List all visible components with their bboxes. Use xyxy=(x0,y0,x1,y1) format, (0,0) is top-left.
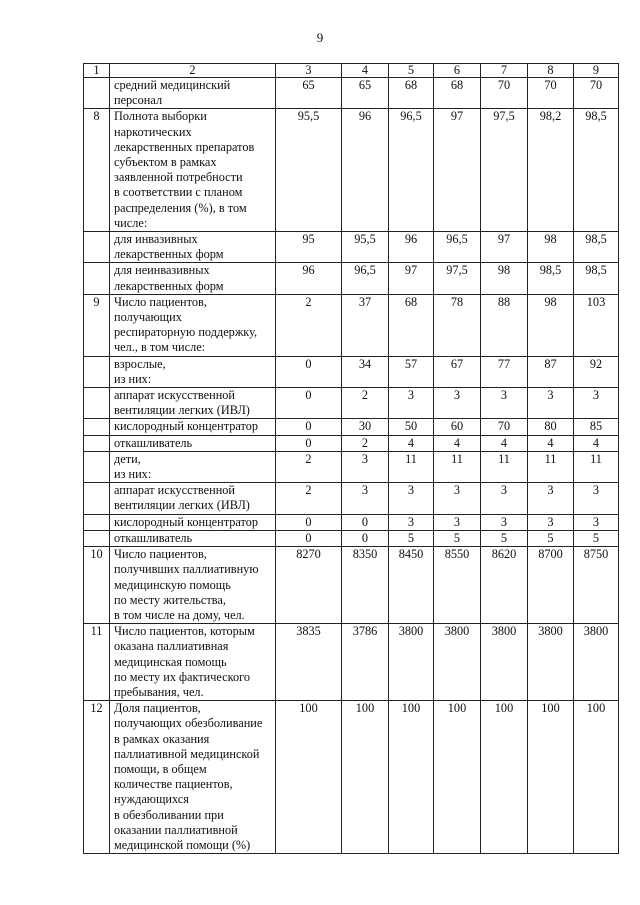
indicator-value: 88 xyxy=(481,294,528,356)
row-number: 8 xyxy=(84,109,110,232)
indicator-value: 0 xyxy=(342,514,389,530)
indicator-label: Полнота выборки наркотических лекарственных препаратов субъектом в рамках заявленной потребности в соответствии с планом распределения (%), в том числе: xyxy=(110,109,276,232)
indicator-label: Число пациентов, которым оказана паллиативная медицинская помощь по месту их фактического пребывания, чел. xyxy=(110,624,276,701)
indicator-value: 3 xyxy=(528,514,574,530)
indicator-value: 8700 xyxy=(528,547,574,624)
indicator-value: 11 xyxy=(528,451,574,482)
indicator-value: 100 xyxy=(342,701,389,854)
indicator-value: 96,5 xyxy=(434,232,481,263)
indicator-value: 3 xyxy=(528,388,574,419)
table-row xyxy=(84,388,619,419)
indicator-label: аппарат искусственной вентиляции легких (ИВЛ) xyxy=(110,388,276,419)
column-header: 5 xyxy=(389,64,434,78)
indicator-value: 5 xyxy=(574,530,619,546)
indicator-value: 3835 xyxy=(276,624,342,701)
table-row xyxy=(84,78,619,109)
indicator-value: 65 xyxy=(276,78,342,109)
table-row xyxy=(84,109,619,232)
indicator-value: 57 xyxy=(389,356,434,387)
indicator-value: 3 xyxy=(389,483,434,514)
row-number xyxy=(84,483,110,514)
table-row xyxy=(84,530,619,546)
table-row xyxy=(84,451,619,482)
indicator-value: 5 xyxy=(481,530,528,546)
indicator-value: 100 xyxy=(434,701,481,854)
indicator-value: 34 xyxy=(342,356,389,387)
indicator-value: 30 xyxy=(342,419,389,435)
indicator-value: 3 xyxy=(434,483,481,514)
indicator-label: откашливатель xyxy=(110,435,276,451)
row-number xyxy=(84,419,110,435)
row-number: 11 xyxy=(84,624,110,701)
indicator-value: 97,5 xyxy=(434,263,481,294)
indicator-value: 3800 xyxy=(434,624,481,701)
indicator-label: аппарат искусственной вентиляции легких (ИВЛ) xyxy=(110,483,276,514)
indicator-value: 3800 xyxy=(389,624,434,701)
indicator-value: 0 xyxy=(276,419,342,435)
indicator-label: взрослые, из них: xyxy=(110,356,276,387)
indicator-value: 98,5 xyxy=(574,232,619,263)
row-number xyxy=(84,435,110,451)
indicator-value: 92 xyxy=(574,356,619,387)
indicator-value: 68 xyxy=(389,78,434,109)
row-number xyxy=(84,78,110,109)
indicator-value: 60 xyxy=(434,419,481,435)
indicator-value: 2 xyxy=(276,451,342,482)
table-row xyxy=(84,483,619,514)
table-row xyxy=(84,294,619,356)
indicator-value: 2 xyxy=(342,435,389,451)
indicator-value: 3 xyxy=(481,388,528,419)
indicator-value: 3 xyxy=(481,483,528,514)
indicator-value: 96 xyxy=(342,109,389,232)
indicator-value: 5 xyxy=(528,530,574,546)
indicator-value: 100 xyxy=(574,701,619,854)
indicator-label: Доля пациентов, получающих обезболивание в рамках оказания паллиативной медицинской помощи, в общем количестве пациентов, нуждающихся в обезболивании при оказании паллиативной медицинской помощи (%) xyxy=(110,701,276,854)
indicator-value: 97,5 xyxy=(481,109,528,232)
indicator-value: 3 xyxy=(574,388,619,419)
indicator-value: 100 xyxy=(481,701,528,854)
table-row xyxy=(84,419,619,435)
indicator-value: 87 xyxy=(528,356,574,387)
table-row xyxy=(84,263,619,294)
indicator-label: средний медицинский персонал xyxy=(110,78,276,109)
page-number: 9 xyxy=(316,30,324,45)
row-number: 9 xyxy=(84,294,110,356)
row-number xyxy=(84,451,110,482)
indicator-value: 3800 xyxy=(481,624,528,701)
table-row xyxy=(84,701,619,854)
indicator-value: 100 xyxy=(276,701,342,854)
indicator-value: 98,5 xyxy=(574,109,619,232)
indicator-value: 95,5 xyxy=(342,232,389,263)
indicator-value: 8620 xyxy=(481,547,528,624)
indicator-value: 4 xyxy=(389,435,434,451)
indicator-value: 3 xyxy=(342,451,389,482)
indicator-label: кислородный концентратор xyxy=(110,514,276,530)
indicator-value: 85 xyxy=(574,419,619,435)
row-number xyxy=(84,263,110,294)
row-number: 10 xyxy=(84,547,110,624)
indicator-value: 0 xyxy=(276,388,342,419)
row-number xyxy=(84,388,110,419)
table-row xyxy=(84,356,619,387)
column-header: 4 xyxy=(342,64,389,78)
indicator-value: 98,5 xyxy=(574,263,619,294)
indicator-value: 8750 xyxy=(574,547,619,624)
indicator-value: 3 xyxy=(574,483,619,514)
indicator-value: 0 xyxy=(276,435,342,451)
table-header-row xyxy=(84,64,619,78)
table-row xyxy=(84,435,619,451)
indicator-value: 98,2 xyxy=(528,109,574,232)
indicator-value: 3 xyxy=(481,514,528,530)
indicator-value: 80 xyxy=(528,419,574,435)
indicator-value: 95 xyxy=(276,232,342,263)
indicator-value: 2 xyxy=(276,483,342,514)
indicator-value: 97 xyxy=(434,109,481,232)
indicator-value: 70 xyxy=(481,419,528,435)
indicator-value: 65 xyxy=(342,78,389,109)
indicator-value: 98 xyxy=(528,294,574,356)
indicator-value: 3 xyxy=(434,388,481,419)
column-header: 1 xyxy=(84,64,110,78)
indicator-value: 2 xyxy=(342,388,389,419)
row-number xyxy=(84,232,110,263)
indicator-value: 37 xyxy=(342,294,389,356)
indicator-value: 4 xyxy=(434,435,481,451)
indicator-value: 8550 xyxy=(434,547,481,624)
indicator-value: 0 xyxy=(342,530,389,546)
column-header: 2 xyxy=(110,64,276,78)
indicator-value: 2 xyxy=(276,294,342,356)
indicator-value: 3 xyxy=(528,483,574,514)
indicator-label: для неинвазивных лекарственных форм xyxy=(110,263,276,294)
indicator-value: 8270 xyxy=(276,547,342,624)
indicator-value: 97 xyxy=(389,263,434,294)
column-header: 7 xyxy=(481,64,528,78)
indicator-value: 4 xyxy=(528,435,574,451)
indicator-value: 3 xyxy=(574,514,619,530)
indicator-value: 98 xyxy=(481,263,528,294)
table-row xyxy=(84,624,619,701)
indicator-value: 3 xyxy=(434,514,481,530)
indicator-value: 3 xyxy=(389,388,434,419)
indicators-table xyxy=(83,63,619,854)
indicator-value: 8350 xyxy=(342,547,389,624)
indicator-value: 3 xyxy=(342,483,389,514)
indicator-value: 97 xyxy=(481,232,528,263)
indicator-value: 4 xyxy=(481,435,528,451)
indicator-label: откашливатель xyxy=(110,530,276,546)
indicator-value: 70 xyxy=(574,78,619,109)
indicator-value: 103 xyxy=(574,294,619,356)
indicator-value: 4 xyxy=(574,435,619,451)
indicator-value: 11 xyxy=(481,451,528,482)
indicator-label: для инвазивных лекарственных форм xyxy=(110,232,276,263)
indicator-value: 70 xyxy=(481,78,528,109)
indicator-value: 0 xyxy=(276,530,342,546)
indicator-value: 3800 xyxy=(528,624,574,701)
indicator-value: 11 xyxy=(434,451,481,482)
indicator-value: 11 xyxy=(574,451,619,482)
indicator-value: 98,5 xyxy=(528,263,574,294)
indicator-value: 68 xyxy=(389,294,434,356)
indicator-value: 3 xyxy=(389,514,434,530)
row-number xyxy=(84,514,110,530)
indicator-value: 78 xyxy=(434,294,481,356)
table-row xyxy=(84,232,619,263)
indicator-label: дети, из них: xyxy=(110,451,276,482)
indicator-value: 5 xyxy=(434,530,481,546)
indicator-label: Число пациентов, получивших паллиативную медицинскую помощь по месту жительства, в том числе на дому, чел. xyxy=(110,547,276,624)
indicator-value: 8450 xyxy=(389,547,434,624)
indicator-value: 70 xyxy=(528,78,574,109)
indicator-value: 5 xyxy=(389,530,434,546)
indicator-label: кислородный концентратор xyxy=(110,419,276,435)
row-number xyxy=(84,530,110,546)
indicator-value: 96 xyxy=(389,232,434,263)
column-header: 8 xyxy=(528,64,574,78)
indicator-value: 67 xyxy=(434,356,481,387)
indicator-value: 96,5 xyxy=(389,109,434,232)
indicator-value: 0 xyxy=(276,356,342,387)
indicator-value: 95,5 xyxy=(276,109,342,232)
indicator-value: 11 xyxy=(389,451,434,482)
indicator-value: 77 xyxy=(481,356,528,387)
indicator-value: 96 xyxy=(276,263,342,294)
indicator-label: Число пациентов, получающих респираторную поддержку, чел., в том числе: xyxy=(110,294,276,356)
indicator-value: 100 xyxy=(389,701,434,854)
indicator-value: 68 xyxy=(434,78,481,109)
indicator-value: 50 xyxy=(389,419,434,435)
row-number: 12 xyxy=(84,701,110,854)
indicator-value: 3800 xyxy=(574,624,619,701)
table-row xyxy=(84,547,619,624)
column-header: 6 xyxy=(434,64,481,78)
indicator-value: 98 xyxy=(528,232,574,263)
table-row xyxy=(84,514,619,530)
column-header: 3 xyxy=(276,64,342,78)
indicator-value: 0 xyxy=(276,514,342,530)
indicator-value: 3786 xyxy=(342,624,389,701)
indicator-value: 100 xyxy=(528,701,574,854)
indicator-value: 96,5 xyxy=(342,263,389,294)
row-number xyxy=(84,356,110,387)
column-header: 9 xyxy=(574,64,619,78)
